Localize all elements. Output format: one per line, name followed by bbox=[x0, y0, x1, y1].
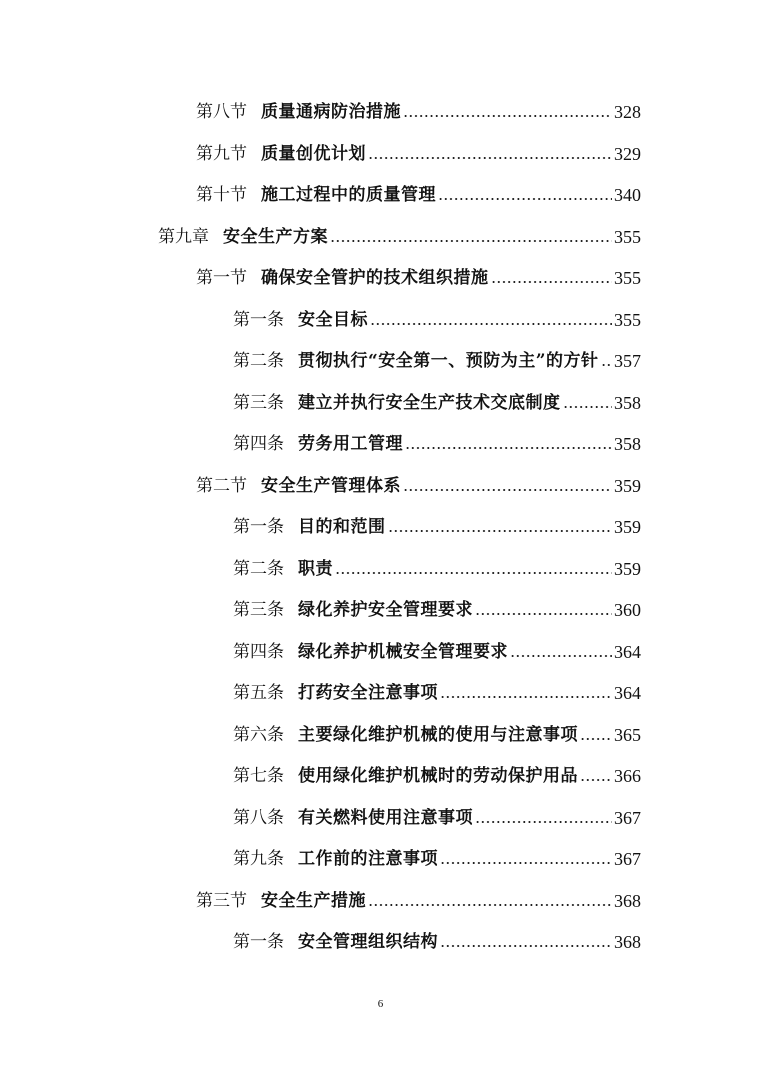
toc-entry-page-number: 360 bbox=[614, 600, 641, 620]
toc-dot-leader bbox=[491, 279, 613, 285]
toc-entry-title: 安全生产方案 bbox=[223, 226, 328, 247]
toc-entry-page-number: 355 bbox=[614, 268, 641, 288]
toc-entry-label: 第四条 bbox=[233, 641, 284, 662]
toc-entry-page-number: 359 bbox=[614, 558, 641, 579]
toc-entry-title: 安全生产管理体系 bbox=[261, 475, 401, 496]
toc-entry-title: 绿化养护机械安全管理要求 bbox=[298, 641, 508, 662]
toc-entry[interactable] bbox=[233, 508, 641, 538]
toc-dot-leader bbox=[330, 238, 612, 244]
toc-entry-page-number: 368 bbox=[614, 932, 641, 952]
toc-entry[interactable] bbox=[233, 716, 641, 746]
toc-entry-page-number: 359 bbox=[614, 475, 641, 496]
toc-dot-leader bbox=[403, 113, 612, 119]
toc-entry-label: 第五条 bbox=[233, 683, 284, 703]
toc-entry-page-number: 355 bbox=[614, 309, 641, 330]
toc-entry-label: 第九条 bbox=[233, 849, 284, 869]
toc-entry-title: 贯彻执行“安全第一、预防为主”的方针 bbox=[298, 351, 599, 371]
toc-dot-leader bbox=[510, 653, 612, 659]
toc-entry-label: 第十节 bbox=[196, 185, 247, 205]
toc-entry-title: 安全管理组织结构 bbox=[298, 932, 438, 952]
toc-entry-label: 第一节 bbox=[196, 268, 247, 288]
toc-entry-label: 第二条 bbox=[233, 558, 284, 579]
toc-entry[interactable] bbox=[233, 301, 641, 331]
toc-entry[interactable] bbox=[196, 93, 641, 123]
toc-entry[interactable] bbox=[233, 425, 641, 455]
toc-entry-page-number: 329 bbox=[614, 143, 641, 164]
toc-entry-page-number: 364 bbox=[614, 641, 641, 662]
toc-entry-label: 第八节 bbox=[196, 102, 247, 122]
toc-entry[interactable] bbox=[196, 176, 641, 206]
toc-entry-title: 建立并执行安全生产技术交底制度 bbox=[298, 392, 561, 413]
toc-entry[interactable] bbox=[196, 135, 641, 165]
toc-entry[interactable] bbox=[233, 342, 641, 372]
toc-dot-leader bbox=[438, 196, 612, 202]
toc-entry[interactable] bbox=[233, 591, 641, 621]
toc-dot-leader bbox=[475, 819, 612, 825]
toc-entry-label: 第二条 bbox=[233, 351, 284, 371]
toc-dot-leader bbox=[405, 445, 612, 451]
toc-entry-page-number: 357 bbox=[614, 351, 641, 371]
toc-entry-title: 有关燃料使用注意事项 bbox=[298, 807, 473, 828]
toc-entry-page-number: 366 bbox=[614, 766, 641, 786]
toc-entry-label: 第九章 bbox=[158, 226, 209, 247]
toc-entry-page-number: 365 bbox=[614, 724, 641, 745]
toc-entry-label: 第三条 bbox=[233, 600, 284, 620]
toc-entry-label: 第一条 bbox=[233, 932, 284, 952]
toc-entry-title: 打药安全注意事项 bbox=[298, 683, 438, 703]
toc-entry-page-number: 359 bbox=[614, 517, 641, 537]
page-number: 6 bbox=[377, 998, 384, 1010]
toc-dot-leader bbox=[440, 860, 612, 866]
toc-dot-leader bbox=[580, 777, 612, 783]
toc-dot-leader bbox=[440, 943, 612, 949]
toc-dot-leader bbox=[440, 694, 612, 700]
toc-entry-page-number: 368 bbox=[614, 890, 641, 911]
toc-entry-label: 第七条 bbox=[233, 766, 284, 786]
toc-dot-leader bbox=[335, 570, 612, 576]
toc-entry[interactable] bbox=[196, 467, 641, 497]
toc-entry-label: 第六条 bbox=[233, 724, 284, 745]
toc-dot-leader bbox=[388, 528, 613, 534]
toc-dot-leader bbox=[563, 404, 613, 410]
toc-dot-leader bbox=[601, 362, 612, 368]
toc-entry-title: 使用绿化维护机械时的劳动保护用品 bbox=[298, 766, 578, 786]
toc-entry[interactable] bbox=[233, 633, 641, 663]
toc-entry-page-number: 367 bbox=[614, 807, 641, 828]
toc-entry[interactable] bbox=[233, 923, 641, 953]
toc-entry-title: 劳务用工管理 bbox=[298, 434, 403, 454]
toc-entry[interactable] bbox=[233, 799, 641, 829]
toc-entry-title: 质量通病防治措施 bbox=[261, 102, 401, 122]
toc-entry-page-number: 358 bbox=[614, 434, 641, 454]
toc-entry-label: 第一条 bbox=[233, 517, 284, 537]
toc-entry-label: 第二节 bbox=[196, 475, 247, 496]
toc-entry[interactable] bbox=[196, 259, 641, 289]
toc-entry-title: 绿化养护安全管理要求 bbox=[298, 600, 473, 620]
toc-entry[interactable] bbox=[158, 218, 641, 248]
toc-entry-label: 第九节 bbox=[196, 143, 247, 164]
toc-entry-title: 施工过程中的质量管理 bbox=[261, 185, 436, 205]
toc-entry-page-number: 340 bbox=[614, 185, 641, 205]
toc-entry[interactable] bbox=[233, 757, 641, 787]
toc-entry[interactable] bbox=[233, 550, 641, 580]
toc-entry-title: 职责 bbox=[298, 558, 333, 579]
toc-entry-title: 主要绿化维护机械的使用与注意事项 bbox=[298, 724, 578, 745]
toc-entry-title: 质量创优计划 bbox=[261, 143, 366, 164]
toc-entry-label: 第四条 bbox=[233, 434, 284, 454]
toc-entry[interactable] bbox=[233, 674, 641, 704]
toc-entry-title: 安全目标 bbox=[298, 309, 368, 330]
toc-dot-leader bbox=[475, 611, 612, 617]
toc-entry-page-number: 328 bbox=[614, 102, 641, 122]
toc-dot-leader bbox=[580, 736, 612, 742]
toc-entry-title: 安全生产措施 bbox=[261, 890, 366, 911]
toc-dot-leader bbox=[403, 487, 612, 493]
toc-entry-title: 确保安全管护的技术组织措施 bbox=[261, 268, 489, 288]
toc-entry[interactable] bbox=[196, 882, 641, 912]
toc-entry-page-number: 355 bbox=[614, 226, 641, 247]
toc-dot-leader bbox=[368, 155, 612, 161]
toc-entry-label: 第八条 bbox=[233, 807, 284, 828]
toc-entry-title: 工作前的注意事项 bbox=[298, 849, 438, 869]
toc-dot-leader bbox=[368, 902, 612, 908]
toc-entry[interactable] bbox=[233, 840, 641, 870]
toc-entry-page-number: 358 bbox=[614, 392, 641, 413]
toc-entry-label: 第一条 bbox=[233, 309, 284, 330]
toc-entry-label: 第三节 bbox=[196, 890, 247, 911]
toc-entry-title: 目的和范围 bbox=[298, 517, 386, 537]
toc-entry-page-number: 367 bbox=[614, 849, 641, 869]
toc-dot-leader bbox=[370, 321, 612, 327]
toc-entry-page-number: 364 bbox=[614, 683, 641, 703]
toc-entry-label: 第三条 bbox=[233, 392, 284, 413]
toc-entry[interactable] bbox=[233, 384, 641, 414]
